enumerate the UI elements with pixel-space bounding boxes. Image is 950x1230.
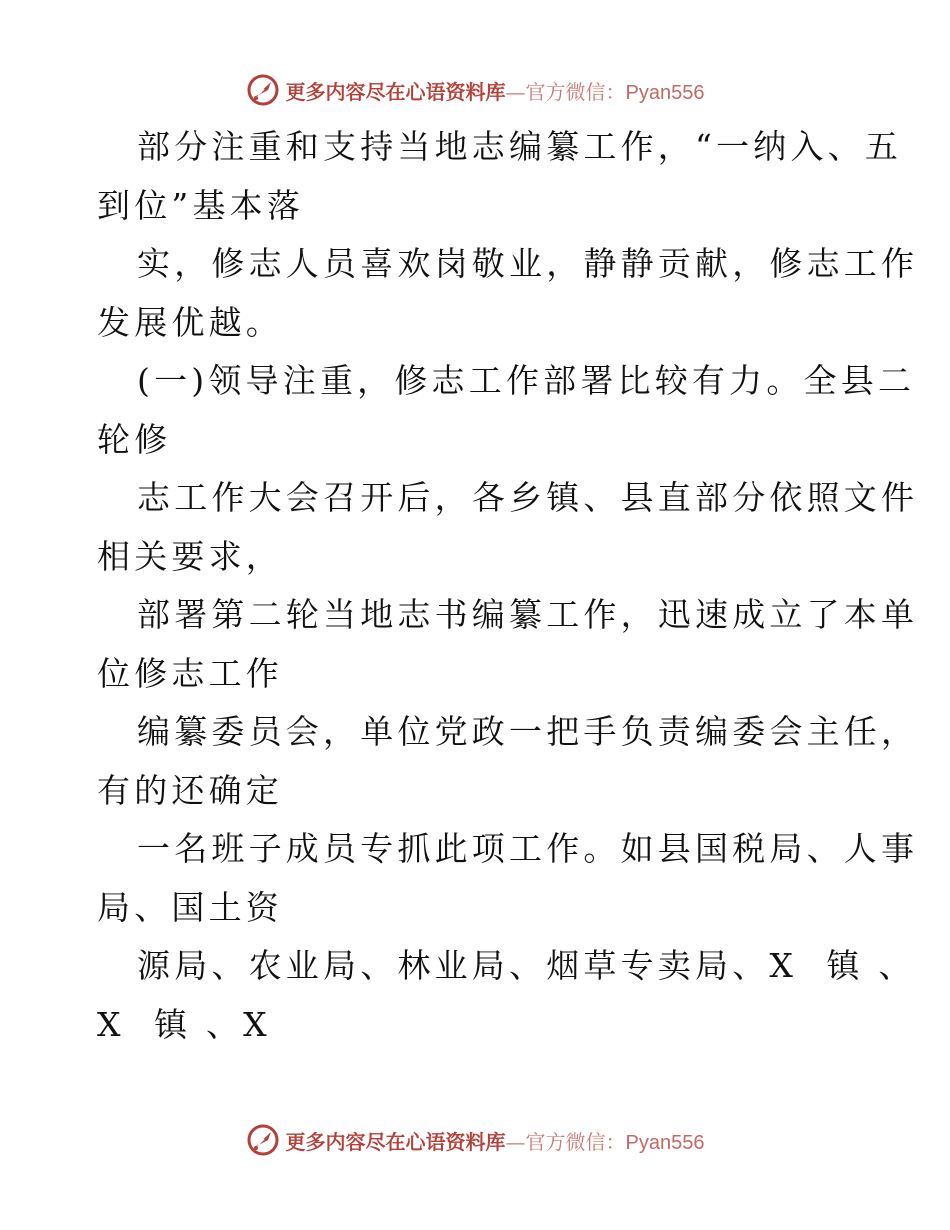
text-line-2: 到位”基本落 bbox=[97, 185, 305, 225]
text-line-4: 发展优越。 bbox=[97, 302, 283, 342]
banner-wechat-id: Pyan556 bbox=[625, 81, 705, 104]
header-banner bbox=[0, 70, 950, 110]
document-body bbox=[97, 118, 919, 1054]
text-line-5: (一)领导注重，修志工作部署比较有力。全县二 bbox=[137, 361, 916, 400]
text-line-15: 源局、农业局、林业局、烟草专卖局、X 镇 、 bbox=[137, 946, 916, 985]
text-line-16: X 镇 、X bbox=[97, 1004, 271, 1044]
quill-seal-icon bbox=[246, 73, 280, 107]
footer-banner-content bbox=[246, 1123, 705, 1157]
text-line-3: 实，修志人员喜欢岗敬业，静静贡献，修志工作 bbox=[137, 244, 919, 283]
banner-main-text: 更多内容尽在心语资料库 bbox=[285, 1129, 506, 1154]
text-line-9: 部署第二轮当地志书编纂工作，迅速成立了本单 bbox=[137, 595, 919, 634]
footer-banner bbox=[0, 1120, 950, 1160]
banner-wechat-label: 官方微信： bbox=[525, 1129, 626, 1154]
banner-wechat-label: 官方微信： bbox=[525, 79, 626, 104]
banner-main-text: 更多内容尽在心语资料库 bbox=[285, 79, 506, 104]
text-line-1: 部分注重和支持当地志编纂工作，“一纳入、五 bbox=[137, 127, 903, 166]
footer-banner-text bbox=[286, 1126, 705, 1155]
text-line-6: 轮修 bbox=[97, 419, 172, 459]
text-line-13: 一名班子成员专抓此项工作。如县国税局、人事 bbox=[137, 829, 919, 868]
text-line-11: 编纂委员会，单位党政一把手负责编委会主任， bbox=[137, 712, 919, 751]
banner-dash: — bbox=[505, 1129, 526, 1154]
text-line-8: 相关要求， bbox=[97, 536, 283, 576]
header-banner-text bbox=[286, 76, 705, 105]
banner-dash: — bbox=[505, 79, 526, 104]
banner-wechat-id: Pyan556 bbox=[625, 1131, 705, 1154]
header-banner-content bbox=[246, 73, 705, 107]
text-line-7: 志工作大会召开后，各乡镇、县直部分依照文件 bbox=[137, 478, 919, 517]
text-line-12: 有的还确定 bbox=[97, 770, 283, 810]
text-line-14: 局、国土资 bbox=[97, 887, 283, 927]
text-line-10: 位修志工作 bbox=[97, 653, 283, 693]
quill-seal-icon bbox=[246, 1123, 280, 1157]
